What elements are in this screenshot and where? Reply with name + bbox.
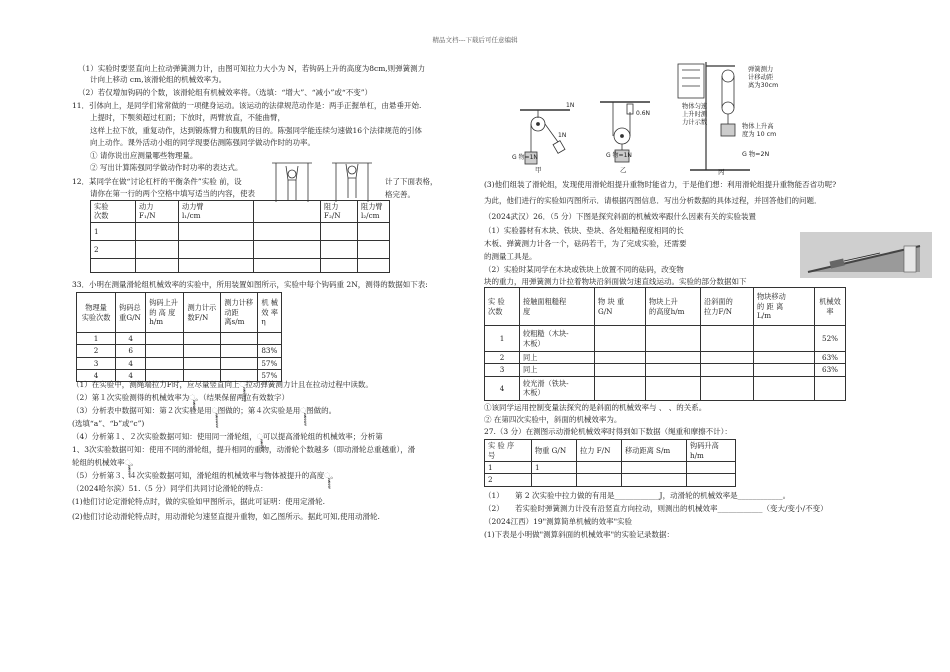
lever-table bbox=[90, 200, 390, 273]
eff-r2-c0: 2 bbox=[77, 345, 116, 357]
lever-head-2a: 动力臂 bbox=[182, 202, 204, 211]
eff-r3-c5: 57% bbox=[258, 357, 282, 369]
lever-head-2b: l₁/cm bbox=[182, 211, 201, 221]
text-w5: （2）实验时某同学在木块或铁块上放置不同的砝码，改变物 bbox=[484, 265, 684, 274]
fig-label-mid: 物体匀速 上升时测 力计示数 bbox=[682, 103, 708, 126]
slope-head-2: 物 块 重 G/N bbox=[595, 288, 646, 326]
page-header: 精品文档---下载后可任意编辑 bbox=[432, 36, 518, 44]
text-r3b: 为此，他们进行的实验如丙图所示．请根据丙图信息．写出分析数据的具体过程，并回答他们的问题． bbox=[484, 196, 822, 205]
text-q2: （2）若仅增加钩码的个数，该滑轮组有机械效率将。（选填：“增大”、“减小”或“不变”） bbox=[78, 88, 373, 97]
text-a5: （5）分析第３、４次实验数据可知，滑轮组的机械效率与物体被提升的高度ૃૃૃૃૃૃ。 bbox=[72, 471, 338, 480]
slope-r4-c0: 4 bbox=[485, 376, 520, 400]
slope-r3-c6: 63% bbox=[815, 364, 846, 376]
text-q1b: 计向上移动 cm,该滑轮组的机械效率为。 bbox=[90, 75, 227, 84]
lever-head-1a: 动力 bbox=[139, 202, 154, 211]
text-b1: （1） 第 2 次实验中拉力做的有用是____________J，动滑轮的机械效率是____________。 bbox=[484, 491, 791, 500]
slope-r2-c0: 2 bbox=[485, 352, 520, 364]
lever-head-4a: 阻力 bbox=[324, 202, 339, 211]
text-w4: 的测量工具是。 bbox=[484, 252, 537, 261]
fig-label-f2: 0.6N bbox=[636, 110, 651, 117]
eff-r2-c5: 83% bbox=[258, 345, 282, 357]
slope-r1-c6: 52% bbox=[815, 326, 846, 352]
slope-r1-c0: 1 bbox=[485, 326, 520, 352]
text-p11b: 上提时，下颚须超过杠面；下放时，两臂放直，不能曲臂， bbox=[90, 113, 285, 122]
lever-head-5a: 阻力臂 bbox=[361, 202, 383, 211]
fig-label-g1: G 物=1N bbox=[512, 154, 538, 161]
slope-head-3: 物块上升 的高度h/m bbox=[646, 288, 701, 326]
pullup-figure bbox=[262, 160, 382, 204]
text-p12-right: 计了下面表格， bbox=[385, 177, 438, 186]
inclined-plane-photo bbox=[800, 232, 932, 278]
text-b2: （2） 若实验时弹簧测力计没有沿竖直方向拉动，则测出的机械效率____________（变大/变小/不变） bbox=[484, 504, 828, 513]
eff-head-1: 钩码总 重G/N bbox=[116, 293, 146, 333]
text-q1: （1）实验时要竖直向上拉动弹簧测力计，由图可知拉力大小为 N，若钩码上升的高度为8cm,则弹簧测力 bbox=[78, 64, 426, 73]
fig-label-yi: 乙 bbox=[620, 166, 627, 174]
eff-r1-c0: 1 bbox=[77, 333, 116, 345]
lever-row-2: 2 bbox=[91, 240, 136, 258]
slope-r2-c1: 同上 bbox=[520, 352, 595, 364]
text-h3: (2)他们讨论动滑轮特点时，用动滑轮匀速竖直提升重物，如乙图所示。据此可知,使用动滑轮. bbox=[72, 512, 380, 521]
text-p11f: ② 写出计算陈强同学做动作时功率的表达式。 bbox=[90, 163, 243, 172]
fig-label-bing: 丙 bbox=[718, 168, 725, 176]
pulley-table bbox=[484, 439, 736, 487]
eff-head-3: 测力计示 数F/N bbox=[184, 293, 221, 333]
text-p11d: 向上动作。课外活动小组的同学现要估测陈强同学做动作时的功率。 bbox=[90, 138, 315, 147]
text-p12b-right: 格完善。 bbox=[385, 190, 415, 199]
fig-label-low: 物体上升高 度为 10 cm bbox=[742, 123, 777, 138]
text-p12: 12．某同学在做“讨论杠杆的平衡条件”实验 前，设 bbox=[72, 177, 242, 186]
pulley-r2-c0: 2 bbox=[485, 474, 532, 486]
text-p33: 33．小明在测量滑轮组机械效率的实验中，所用装置如图所示，实验中每个钩码重 2N，测得的数据如下表: bbox=[72, 280, 428, 289]
pulley-head-1: 物重 G/N bbox=[532, 440, 577, 462]
text-a3: （3）分析表中数据可知：第２次实验是用ૃૃૃૃૃૃૃૃ图做的；第４次实验是用ૃૃૃૃૃૃૃ图做的。 bbox=[72, 406, 337, 415]
efficiency-table bbox=[76, 292, 282, 382]
text-p11e: ① 请你说出应测量哪些物理量。 bbox=[90, 151, 198, 160]
text-a1: （1）在实验中，测绳端拉力F时，应尽量竖直向上ૃૃૃૃૃૃૃૃ拉动弹簧测力计且在拉动过程中读数。 bbox=[72, 380, 373, 389]
eff-head-5: 机 械 效 率 η bbox=[258, 293, 282, 333]
text-a3b: (选填“a”、“b”或“c”) bbox=[72, 419, 145, 428]
text-a4b: 1、3次实验数据可知：使用不同的滑轮组，提升相同的重物，动滑轮个数越多（即动滑轮总重越重），滑 bbox=[72, 445, 416, 454]
lever-head-1b: F₁/N bbox=[139, 211, 156, 221]
pulley-r1-c1: 1 bbox=[532, 462, 577, 474]
eff-r2-c1: 6 bbox=[116, 345, 146, 357]
fig-label-jia: 甲 bbox=[535, 166, 542, 174]
text-q27: 27.（3 分）在测图示动滑轮机械效率时得到如下数据（绳重和摩擦不计）： bbox=[484, 427, 732, 436]
text-p11: 11．引体向上，是同学们常常做的一项健身运动。该运动的法律规范动作是：两手正握单杠，由悬垂开始. bbox=[72, 101, 422, 110]
pulley-head-0: 实 验 序 号 bbox=[485, 440, 532, 462]
slope-r3-c0: 3 bbox=[485, 364, 520, 376]
lever-row-1: 1 bbox=[91, 222, 136, 240]
lever-head-0a: 实验 bbox=[94, 202, 109, 211]
text-h2: (1)他们讨论定滑轮特点时，做的实验如甲图所示，据此可证明：使用定滑轮. bbox=[72, 497, 326, 506]
slope-r2-c6: 63% bbox=[815, 352, 846, 364]
pulley-head-2: 拉力 F/N bbox=[577, 440, 622, 462]
text-h1: （2024哈尔滨）51.（5 分）同学们共同讨论滑轮的特点： bbox=[72, 484, 268, 493]
text-p11c: 这样上拉下放，重复动作，达到锻炼臂力和腹肌的目的。陈强同学能连续匀速做16个法律规范的引体 bbox=[90, 126, 423, 135]
eff-head-0: 物理量 实验次数 bbox=[77, 293, 116, 333]
slope-head-0: 实 验 次数 bbox=[485, 288, 520, 326]
slope-head-6: 机械效率 bbox=[815, 288, 846, 326]
eff-r1-c1: 4 bbox=[116, 333, 146, 345]
pulley-head-3: 移动距离 S/m bbox=[622, 440, 687, 462]
slope-head-5: 物块移动 的 距 离 L/m bbox=[754, 288, 815, 326]
pulley-head-4: 钩码升高 h/m bbox=[687, 440, 736, 462]
text-b3: （2024江西）19"测算简单机械的效率"实验 bbox=[484, 517, 633, 526]
fig-label-g2: G 物=1N bbox=[606, 152, 632, 159]
eff-head-2: 钩码上升 的 高 度 h/m bbox=[146, 293, 184, 333]
lever-head-0b: 次数 bbox=[94, 211, 109, 221]
text-a2: （2）第１次实验测得的机械效率为ૃૃૃૃૃૃ。（结果保留两位有效数字） bbox=[72, 393, 289, 402]
text-w3: 木板、弹簧测力计各一个，砝码若干，为了完成实验，还需要 bbox=[484, 239, 687, 248]
eff-r3-c1: 4 bbox=[116, 357, 146, 369]
slope-table bbox=[484, 287, 846, 401]
fig-label-g: G 物=2N bbox=[742, 151, 770, 158]
text-a4: （4）分析第１、２次实验数据可知：使用同一滑轮组，ૃૃૃૃૃૃૃ可以提高滑轮组的机械效率；分析第 bbox=[72, 432, 383, 441]
slope-r1-c1: 较粗糙（木块- 木板） bbox=[520, 326, 595, 352]
text-w2: （1）实验器材有木块、铁块、垫块、各处粗糙程度相同的长 bbox=[484, 226, 684, 235]
slope-r4-c1: 较光滑（铁块- 木板） bbox=[520, 376, 595, 400]
text-r3: (3)他们组装了滑轮组，发现使用滑轮组提升重物时能省力，于是他们想：利用滑轮组提升重物能否省功呢? bbox=[484, 180, 837, 189]
text-w6: 块的重力，用弹簧测力计拉着物块沿斜面做匀速直线运动。实验的部分数据如下 bbox=[484, 277, 747, 286]
eff-r4-c5: 57% bbox=[258, 370, 282, 382]
lever-head-5b: l₂/cm bbox=[361, 211, 380, 221]
fig-label-f3: 1N bbox=[558, 132, 567, 139]
eff-r4-c0: 4 bbox=[77, 370, 116, 382]
text-s1: ①该同学运用控制变量法探究的是斜面的机械效率与 、 、的关系。 bbox=[484, 403, 707, 412]
fig-label-top: 弹簧测力 计移动距 离为30cm bbox=[748, 66, 779, 89]
pulley-r1-c0: 1 bbox=[485, 462, 532, 474]
text-w1: （2024武汉）26．（5 分）下图是探究斜面的机械效率跟什么因素有关的实验装置 bbox=[484, 212, 757, 221]
eff-head-4: 测力计移 动距 离s/m bbox=[221, 293, 258, 333]
eff-r3-c0: 3 bbox=[77, 357, 116, 369]
text-p12b: 请你在第一行的两个空格中填写适当的内容，使表 bbox=[90, 189, 255, 198]
text-a4c: 轮组的机械效率ૃૃૃૃૃૃૃ。 bbox=[72, 458, 138, 467]
text-b4: (1)下表是小明做"测算斜面的机械效率"的实验记录数据： bbox=[484, 530, 675, 539]
lever-head-4b: F₂/N bbox=[324, 211, 341, 221]
slope-head-1: 接触面粗糙程 度 bbox=[520, 288, 595, 326]
text-s2: ② 在第四次实验中，斜面的机械效率为。 bbox=[484, 415, 622, 424]
slope-head-4: 沿斜面的 拉力F/N bbox=[701, 288, 754, 326]
eff-r4-c1: 4 bbox=[116, 370, 146, 382]
slope-r3-c1: 同上 bbox=[520, 364, 595, 376]
fig-label-f1: 1N bbox=[566, 102, 575, 109]
